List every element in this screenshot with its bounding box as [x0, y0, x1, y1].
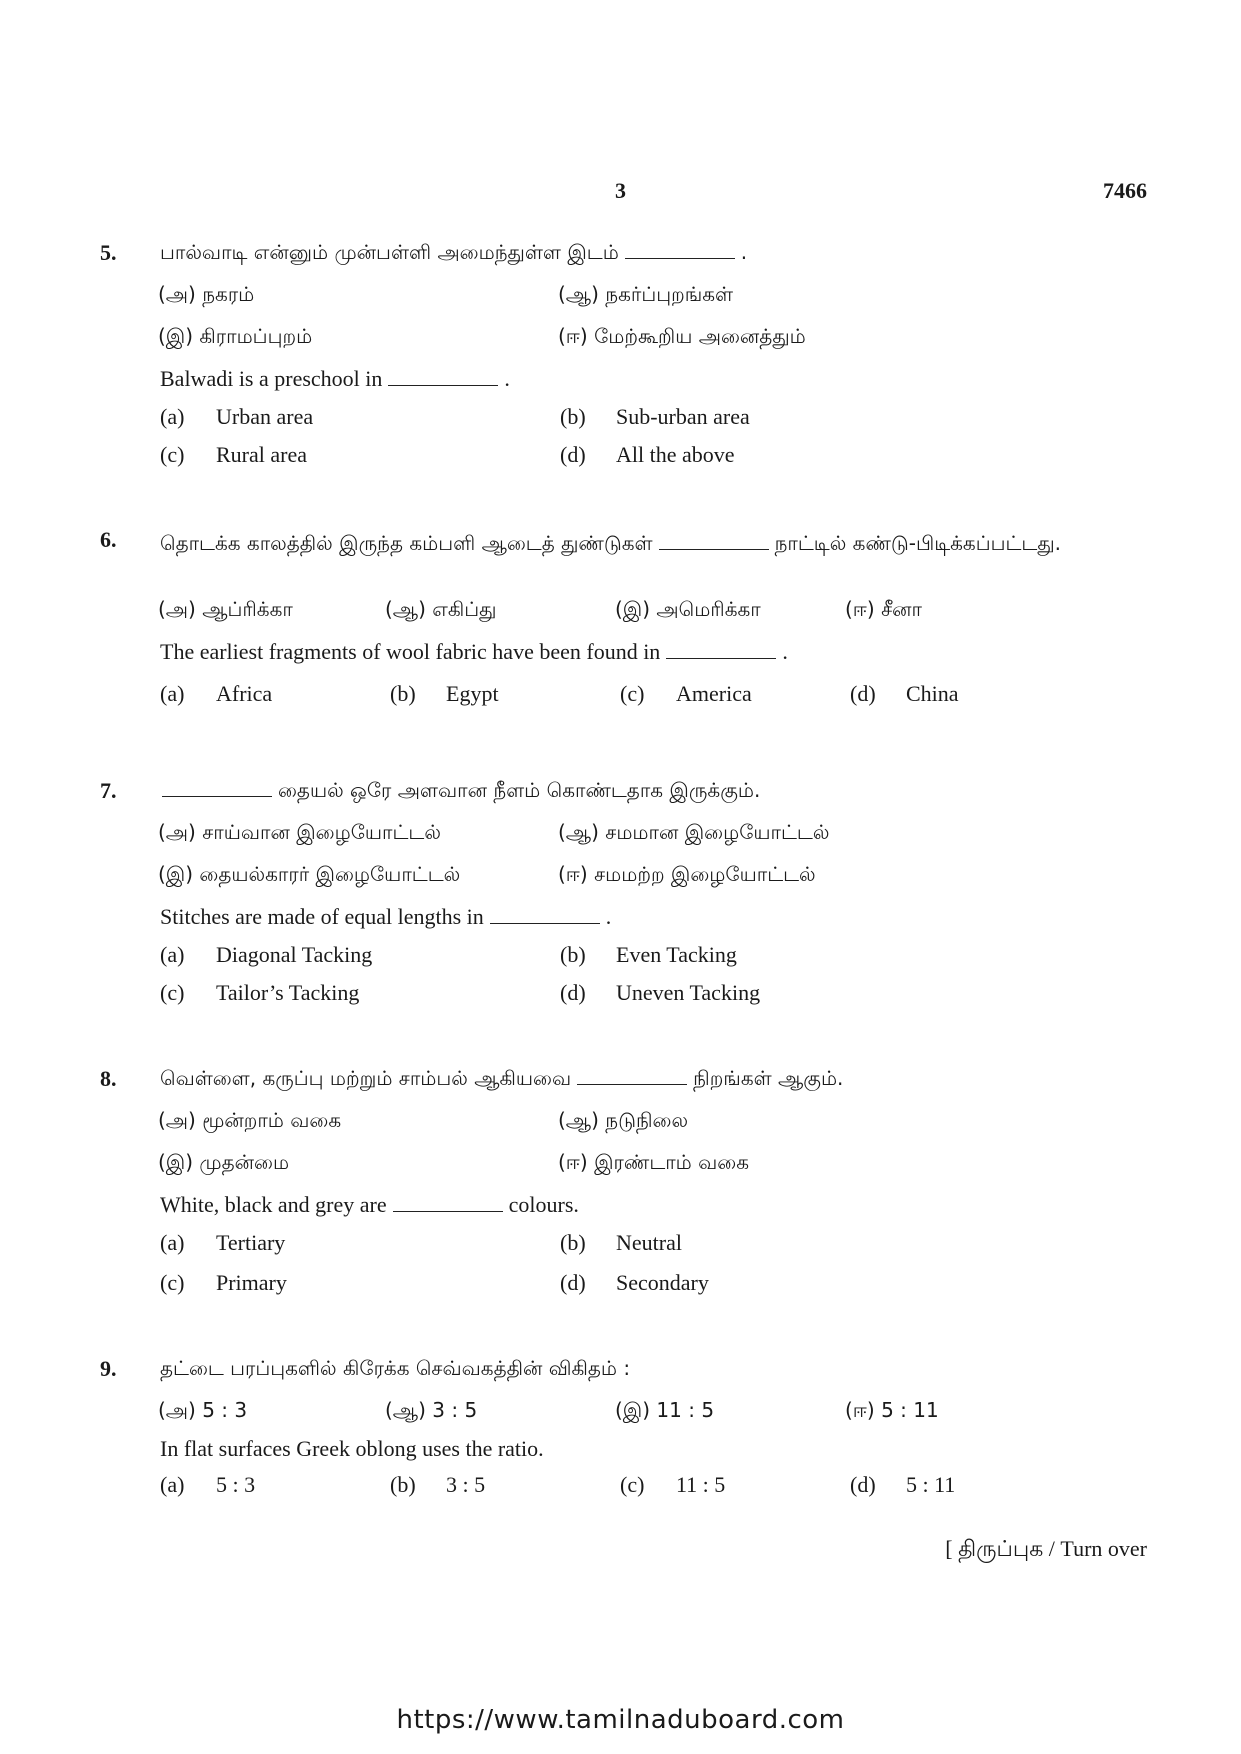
option-en-c: (c) Rural area	[160, 442, 307, 467]
option-ta-b: (ஆ) சமமான இழையோட்டல்	[558, 820, 830, 844]
option-en-c: (c) America	[620, 681, 752, 706]
option-en-b: (b) Sub-urban area	[560, 404, 750, 429]
option-ta-a: (அ) சாய்வான இழையோட்டல்	[158, 820, 441, 844]
option-en-b: (b) 3 : 5	[390, 1472, 486, 1497]
option-en-d: (d) China	[850, 681, 959, 706]
option-ta-d: (ஈ) மேற்கூறிய அனைத்தும்	[558, 324, 806, 348]
option-ta-b: (ஆ) எகிப்து	[385, 597, 497, 621]
option-en-d: (d) All the above	[560, 442, 735, 467]
option-ta-c: (இ) தையல்காரர் இழையோட்டல்	[158, 862, 461, 886]
answer-blank	[393, 1210, 503, 1212]
answer-blank	[388, 384, 498, 386]
option-en-d: (d) Uneven Tacking	[560, 980, 761, 1005]
answer-blank	[162, 795, 272, 797]
option-en-a: (a) 5 : 3	[160, 1472, 256, 1497]
answer-blank	[625, 257, 735, 259]
option-ta-b: (ஆ) நடுநிலை	[558, 1108, 689, 1132]
option-en-b: (b) Even Tacking	[560, 942, 737, 967]
question-text-english: In flat surfaces Greek oblong uses the ratio.	[160, 1436, 544, 1461]
option-en-c: (c) Tailor’s Tacking	[160, 980, 360, 1005]
question-6	[100, 527, 1160, 721]
option-en-a: (a) Urban area	[160, 404, 314, 429]
option-en-d: (d) 5 : 11	[850, 1472, 956, 1497]
option-en-b: (b) Egypt	[390, 681, 499, 706]
question-number: 5.	[100, 240, 117, 265]
option-ta-a: (அ) ஆப்ரிக்கா	[158, 597, 293, 621]
turn-over-note: [ திருப்புக / Turn over	[945, 1536, 1147, 1561]
answer-blank	[659, 548, 769, 550]
question-text-tamil: பால்வாடி என்னும் முன்பள்ளி அமைந்துள்ள இடம் .	[160, 240, 748, 264]
option-ta-c: (இ) அமெரிக்கா	[615, 597, 761, 621]
question-text-english: The earliest fragments of wool fabric have been found in .	[160, 639, 788, 664]
option-ta-a: (அ) நகரம்	[158, 282, 255, 306]
question-8	[100, 1066, 1160, 1310]
question-9	[100, 1356, 1160, 1512]
option-ta-d: (ஈ) 5 : 11	[845, 1398, 939, 1422]
question-text-tamil: தட்டை பரப்புகளில் கிரேக்க செவ்வகத்தின் விகிதம் :	[160, 1356, 631, 1380]
option-ta-a: (அ) 5 : 3	[158, 1398, 248, 1422]
question-number: 7.	[100, 778, 117, 803]
question-7	[100, 778, 1160, 1020]
option-ta-c: (இ) 11 : 5	[615, 1398, 715, 1422]
question-text-english: Stitches are made of equal lengths in .	[160, 904, 612, 929]
question-number: 9.	[100, 1356, 117, 1381]
option-ta-b: (ஆ) 3 : 5	[385, 1398, 478, 1422]
option-en-a: (a) Africa	[160, 681, 273, 706]
option-ta-d: (ஈ) இரண்டாம் வகை	[558, 1150, 749, 1174]
answer-blank	[490, 922, 600, 924]
question-text-english: Balwadi is a preschool in .	[160, 366, 510, 391]
question-5	[100, 240, 1160, 482]
question-text-english: White, black and grey are colours.	[160, 1192, 579, 1217]
question-number: 6.	[100, 527, 117, 552]
question-text-tamil: தையல் ஒரே அளவான நீளம் கொண்டதாக இருக்கும்.	[156, 778, 760, 805]
option-ta-d: (ஈ) சமமற்ற இழையோட்டல்	[558, 862, 816, 886]
option-en-b: (b) Neutral	[560, 1230, 682, 1255]
option-en-a: (a) Tertiary	[160, 1230, 286, 1255]
question-text-tamil: வெள்ளை, கருப்பு மற்றும் சாம்பல் ஆகியவை நிறங்கள் ஆகும்.	[160, 1066, 844, 1090]
option-ta-b: (ஆ) நகர்ப்புறங்கள்	[558, 282, 734, 306]
question-number: 8.	[100, 1066, 117, 1091]
option-en-a: (a) Diagonal Tacking	[160, 942, 373, 967]
option-en-d: (d) Secondary	[560, 1270, 709, 1295]
option-en-c: (c) 11 : 5	[620, 1472, 726, 1497]
footer-url[interactable]: https://www.tamilnaduboard.com	[396, 1705, 845, 1735]
answer-blank	[666, 657, 776, 659]
option-ta-c: (இ) முதன்மை	[158, 1150, 290, 1174]
option-ta-c: (இ) கிராமப்புறம்	[158, 324, 313, 348]
option-en-c: (c) Primary	[160, 1270, 287, 1295]
option-ta-a: (அ) மூன்றாம் வகை	[158, 1108, 342, 1132]
answer-blank	[577, 1083, 687, 1085]
option-ta-d: (ஈ) சீனா	[845, 597, 922, 621]
page-number: 3	[615, 178, 626, 203]
paper-code: 7466	[1103, 178, 1147, 203]
question-text-tamil: தொடக்க காலத்தில் இருந்த கம்பளி ஆடைத் துண்டுகள் நாட்டில் கண்டு-பிடிக்கப்பட்டது.	[160, 531, 1062, 555]
